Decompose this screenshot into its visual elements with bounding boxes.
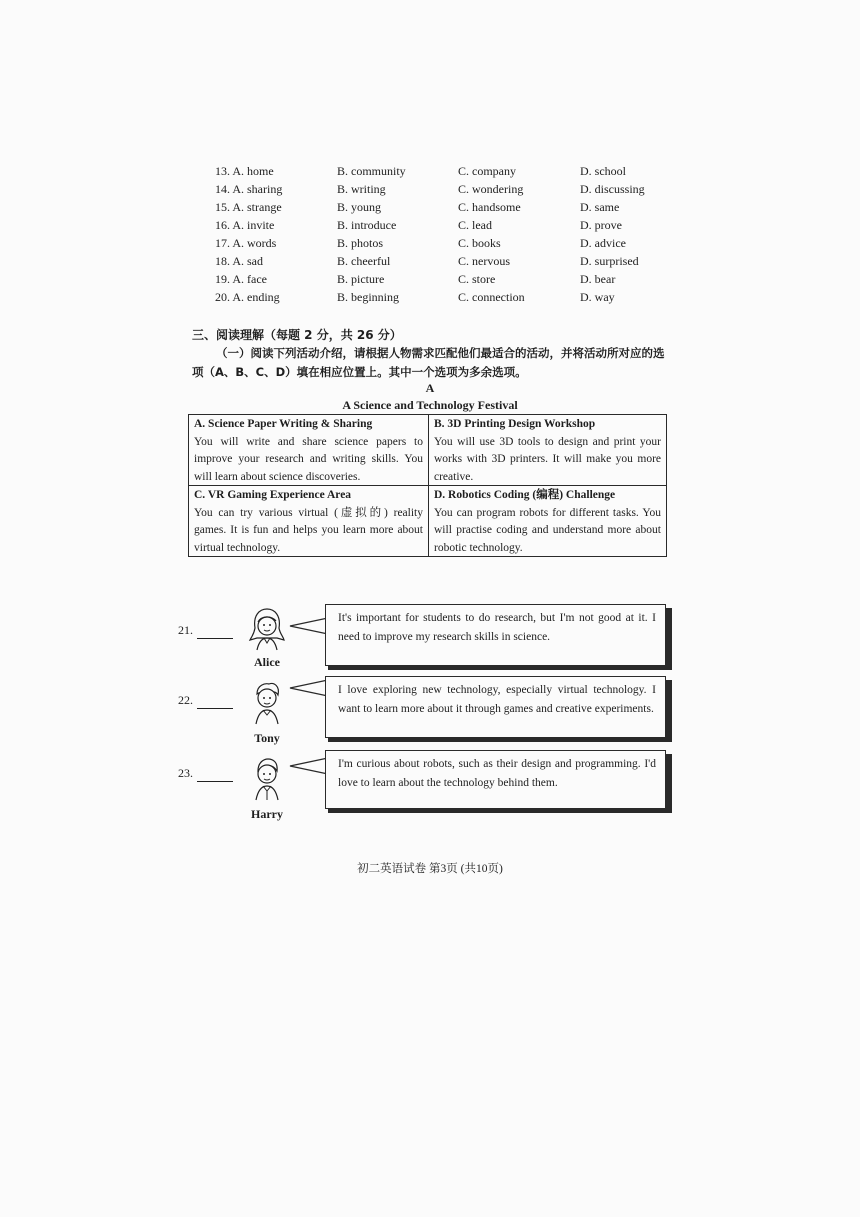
section-title: 三、阅读理解（每题 2 分，共 26 分） (192, 328, 402, 342)
option-d: D. same (580, 200, 620, 214)
activity-c (189, 486, 429, 557)
option-row (215, 270, 675, 288)
option-a: A. sharing (232, 182, 283, 196)
question-number: 13. (215, 164, 230, 178)
passage-letter: A (425, 381, 435, 395)
question-number: 21. (178, 623, 193, 637)
option-d: D. surprised (580, 254, 639, 268)
option-c: C. handsome (458, 200, 521, 214)
option-b: B. cheerful (337, 254, 391, 268)
option-b: B. introduce (337, 218, 397, 232)
option-a: A. face (232, 272, 267, 286)
option-a: A. home (232, 164, 274, 178)
option-row (215, 198, 675, 216)
activity-description: You can try various virtual (虚拟的) reality games. It is fun and helps you learn more about virtual technology. (194, 506, 423, 554)
option-a: A. invite (232, 218, 275, 232)
option-b: B. writing (337, 182, 386, 196)
activity-title: D. Robotics Coding (编程) Challenge (434, 489, 616, 501)
speech-bubble: I'm curious about robots, such as their design and programming. I'd love to learn about the technology behind them. (325, 750, 666, 809)
option-d: D. way (580, 290, 615, 304)
activity-d (429, 486, 666, 557)
girl-avatar-icon (247, 606, 287, 652)
section-instruction: （一）阅读下列活动介绍，请根据人物需求匹配他们最适合的活动，并将活动所对应的选项（A、B、C、D）填在相应位置上。其中一个选项为多余选项。 (192, 346, 665, 379)
question-number: 19. (215, 272, 230, 286)
option-row (215, 180, 675, 198)
option-c: C. books (458, 236, 501, 250)
question-number: 16. (215, 218, 230, 232)
option-b: B. beginning (337, 290, 399, 304)
option-c: C. nervous (458, 254, 510, 268)
answer-options-table (215, 162, 675, 306)
question-number: 22. (178, 693, 193, 707)
option-a: A. strange (232, 200, 282, 214)
activity-b (429, 415, 666, 486)
bubble-pointer (288, 756, 328, 776)
option-c: C. company (458, 164, 516, 178)
question-number: 20. (215, 290, 230, 304)
speech-bubble: I love exploring new technology, especially virtual technology. I want to learn more about it through games and creative experiments. (325, 676, 666, 738)
option-c: C. wondering (458, 182, 524, 196)
speech-bubble: It's important for students to do research, but I'm not good at it. I need to improve my research skills in science. (325, 604, 666, 666)
activity-title: B. 3D Printing Design Workshop (434, 418, 596, 430)
bubble-pointer (288, 616, 328, 636)
answer-blank[interactable] (197, 766, 233, 782)
option-c: C. store (458, 272, 496, 286)
option-d: D. bear (580, 272, 616, 286)
activity-title: A. Science Paper Writing & Sharing (194, 418, 373, 430)
page-footer: 初二英语试卷 第3页 (共10页) (357, 863, 503, 875)
option-d: D. discussing (580, 182, 645, 196)
option-b: B. photos (337, 236, 384, 250)
speaker-name: Tony (254, 731, 280, 745)
bubble-pointer (288, 678, 328, 698)
option-a: A. ending (232, 290, 280, 304)
option-d: D. school (580, 164, 626, 178)
option-c: C. lead (458, 218, 492, 232)
question-number: 14. (215, 182, 230, 196)
question-number: 18. (215, 254, 230, 268)
speaker-name: Alice (254, 655, 280, 669)
activity-description: You will use 3D tools to design and print your works with 3D printers. It will make you more creative. (434, 435, 661, 483)
option-row (215, 234, 675, 252)
speaker-name: Harry (251, 807, 283, 821)
activities-table (188, 414, 667, 557)
option-row (215, 162, 675, 180)
option-b: B. community (337, 164, 406, 178)
option-row (215, 216, 675, 234)
answer-blank[interactable] (197, 623, 233, 639)
option-c: C. connection (458, 290, 525, 304)
option-row (215, 288, 675, 306)
question-number: 17. (215, 236, 230, 250)
activity-title: C. VR Gaming Experience Area (194, 489, 352, 501)
option-row (215, 252, 675, 270)
activity-description: You can program robots for different tasks. You will practise coding and understand more about robotic technology. (434, 506, 661, 554)
answer-blank[interactable] (197, 693, 233, 709)
question-number: 23. (178, 766, 193, 780)
activity-a (189, 415, 429, 486)
boy-avatar-icon (247, 680, 287, 726)
passage-title: A Science and Technology Festival (342, 398, 518, 412)
boy-avatar-icon (247, 756, 287, 802)
option-a: A. sad (232, 254, 264, 268)
question-number: 15. (215, 200, 230, 214)
option-d: D. advice (580, 236, 626, 250)
option-b: B. picture (337, 272, 385, 286)
activity-description: You will write and share science papers to improve your research and writing skills. You will learn about science discoveries. (194, 435, 423, 483)
option-a: A. words (232, 236, 277, 250)
option-d: D. prove (580, 218, 622, 232)
option-b: B. young (337, 200, 382, 214)
